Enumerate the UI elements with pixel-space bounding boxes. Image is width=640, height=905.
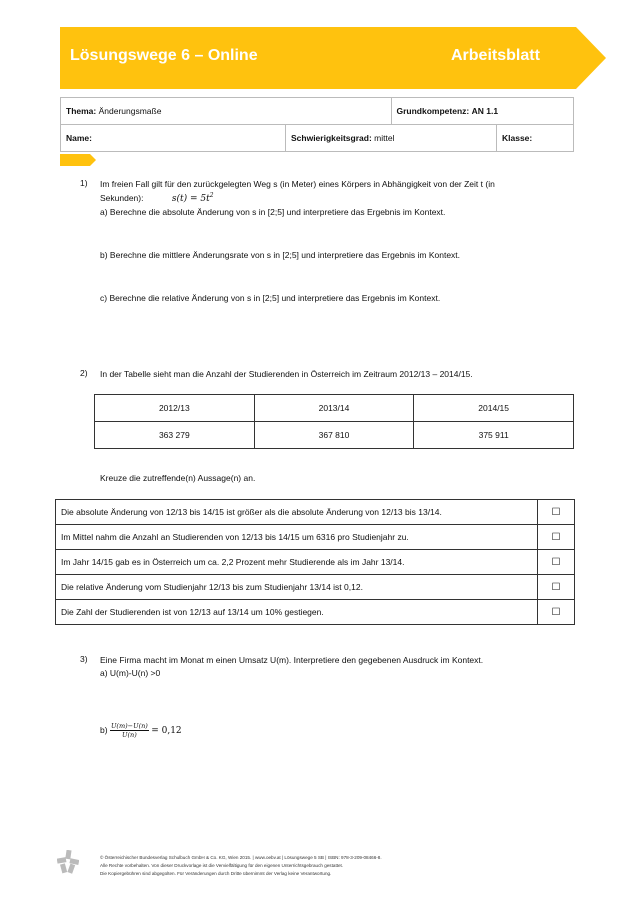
statement-row — [56, 550, 575, 575]
statement-text: Die Zahl der Studierenden ist von 12/13 auf 13/14 um 10% gestiegen. — [56, 600, 538, 625]
task1-intro — [100, 178, 580, 205]
worksheet-type: Arbeitsblatt — [451, 47, 540, 64]
count-cell: 375 911 — [414, 422, 574, 449]
students-year-row — [95, 395, 574, 422]
formula-lhs: s(t) = 5t — [171, 194, 210, 204]
statements-table — [55, 499, 575, 625]
difficulty-value: mittel — [374, 133, 395, 143]
task1-number: 1) — [80, 178, 88, 188]
statement-row — [56, 525, 575, 550]
statement-checkbox[interactable]: ☐ — [538, 500, 575, 525]
class-label: Klasse: — [502, 133, 533, 143]
fall-formula — [172, 194, 214, 204]
task3-number: 3) — [80, 654, 88, 664]
competence-value: AN 1.1 — [471, 106, 499, 116]
fraction-denominator: U(n) — [122, 731, 137, 739]
publisher-logo-icon — [57, 850, 79, 874]
task3-part-b-label: b) — [100, 724, 108, 735]
task1-intro-line1: Im freien Fall gilt für den zurückgelegten Weg s (in Meter) eines Körpers in Abhängigkeit von der Zeit t (in — [100, 179, 495, 189]
statement-text: Im Jahr 14/15 gab es in Österreich um ca. 2,2 Prozent mehr Studierende als im Jahr 13/14. — [56, 550, 538, 575]
statement-checkbox[interactable]: ☐ — [538, 600, 575, 625]
statement-text: Die absolute Änderung von 12/13 bis 14/15 ist größer als die absolute Änderung von 12/13 bis 13/14. — [56, 500, 538, 525]
name-cell[interactable] — [61, 125, 286, 152]
year-cell: 2012/13 — [95, 395, 255, 422]
statement-checkbox[interactable]: ☐ — [538, 525, 575, 550]
statement-row — [56, 600, 575, 625]
task1-part-a: a) Berechne die absolute Änderung von s in [2;5] und interpretiere das Ergebnis im Kontext. — [100, 207, 446, 217]
task3-part-a: a) U(m)-U(n) >0 — [100, 668, 161, 678]
footer-line: Alle Rechte vorbehalten. Von dieser Druckvorlage ist die Vervielfältigung für den eigenen Unterrichtsgebrauch gestattet. — [100, 863, 344, 868]
competence-label: Grundkompetenz: — [396, 106, 470, 116]
difficulty-label: Schwierigkeitsgrad: — [291, 133, 372, 143]
year-cell: 2014/15 — [414, 395, 574, 422]
footer-line: Die Kopiergebühren sind abgegolten. Für Veränderungen durch Dritte übernimmt der Verlag keine Verantwortung. — [100, 871, 332, 876]
statement-row — [56, 575, 575, 600]
name-label: Name: — [66, 133, 92, 143]
statement-checkbox[interactable]: ☐ — [538, 550, 575, 575]
topic-cell — [61, 98, 392, 125]
statement-checkbox[interactable]: ☐ — [538, 575, 575, 600]
footer-line: © Österreichischer Bundesverlag Schulbuch GmbH & Co. KG, Wien 2015. | www.oebv.at | Lösungswege 5 SB | ISBN: 978-3-209-08466-8. — [100, 855, 382, 860]
task2-intro: In der Tabelle sieht man die Anzahl der Studierenden in Österreich im Zeitraum 2012/13 – 2014/15. — [100, 369, 473, 379]
fraction-numerator: U(m)−U(n) — [110, 722, 148, 730]
task2-number: 2) — [80, 368, 88, 378]
task1-intro-line2-row — [100, 190, 580, 205]
tab-marker — [60, 154, 96, 166]
statement-text: Im Mittel nahm die Anzahl an Studierenden von 12/13 bis 14/15 um 6316 pro Studienjahr zu. — [56, 525, 538, 550]
statement-text: Die relative Änderung vom Studienjahr 12/13 bis zum Studienjahr 13/14 ist 0,12. — [56, 575, 538, 600]
task1-intro-line2: Sekunden): — [100, 193, 144, 203]
topic-value: Änderungsmaße — [98, 106, 162, 116]
students-count-row — [95, 422, 574, 449]
year-cell: 2013/14 — [254, 395, 414, 422]
class-cell[interactable] — [497, 125, 574, 152]
task1-part-c: c) Berechne die relative Änderung von s in [2;5] und interpretiere das Ergebnis im Kontext. — [100, 293, 441, 303]
task2-instruction: Kreuze die zutreffende(n) Aussage(n) an. — [100, 473, 256, 483]
competence-cell — [391, 98, 574, 125]
header-banner — [60, 27, 606, 89]
worksheet-header-table — [60, 97, 574, 152]
students-table — [94, 394, 574, 449]
topic-label: Thema: — [66, 106, 97, 116]
statement-row — [56, 500, 575, 525]
task1-part-b: b) Berechne die mittlere Änderungsrate von s in [2;5] und interpretiere das Ergebnis im Kontext. — [100, 250, 461, 260]
count-cell: 367 810 — [254, 422, 414, 449]
relative-change-fraction — [110, 722, 149, 739]
formula-exponent: 2 — [209, 192, 214, 199]
book-title: Lösungswege 6 – Online — [70, 47, 258, 64]
footer-legal — [100, 854, 560, 878]
task3-part-b — [100, 722, 182, 739]
count-cell: 363 279 — [95, 422, 255, 449]
difficulty-cell — [286, 125, 497, 152]
fraction-rhs: = 0,12 — [151, 725, 182, 736]
task3-intro: Eine Firma macht im Monat m einen Umsatz U(m). Interpretiere den gegebenen Ausdruck im Kontext. — [100, 655, 484, 665]
